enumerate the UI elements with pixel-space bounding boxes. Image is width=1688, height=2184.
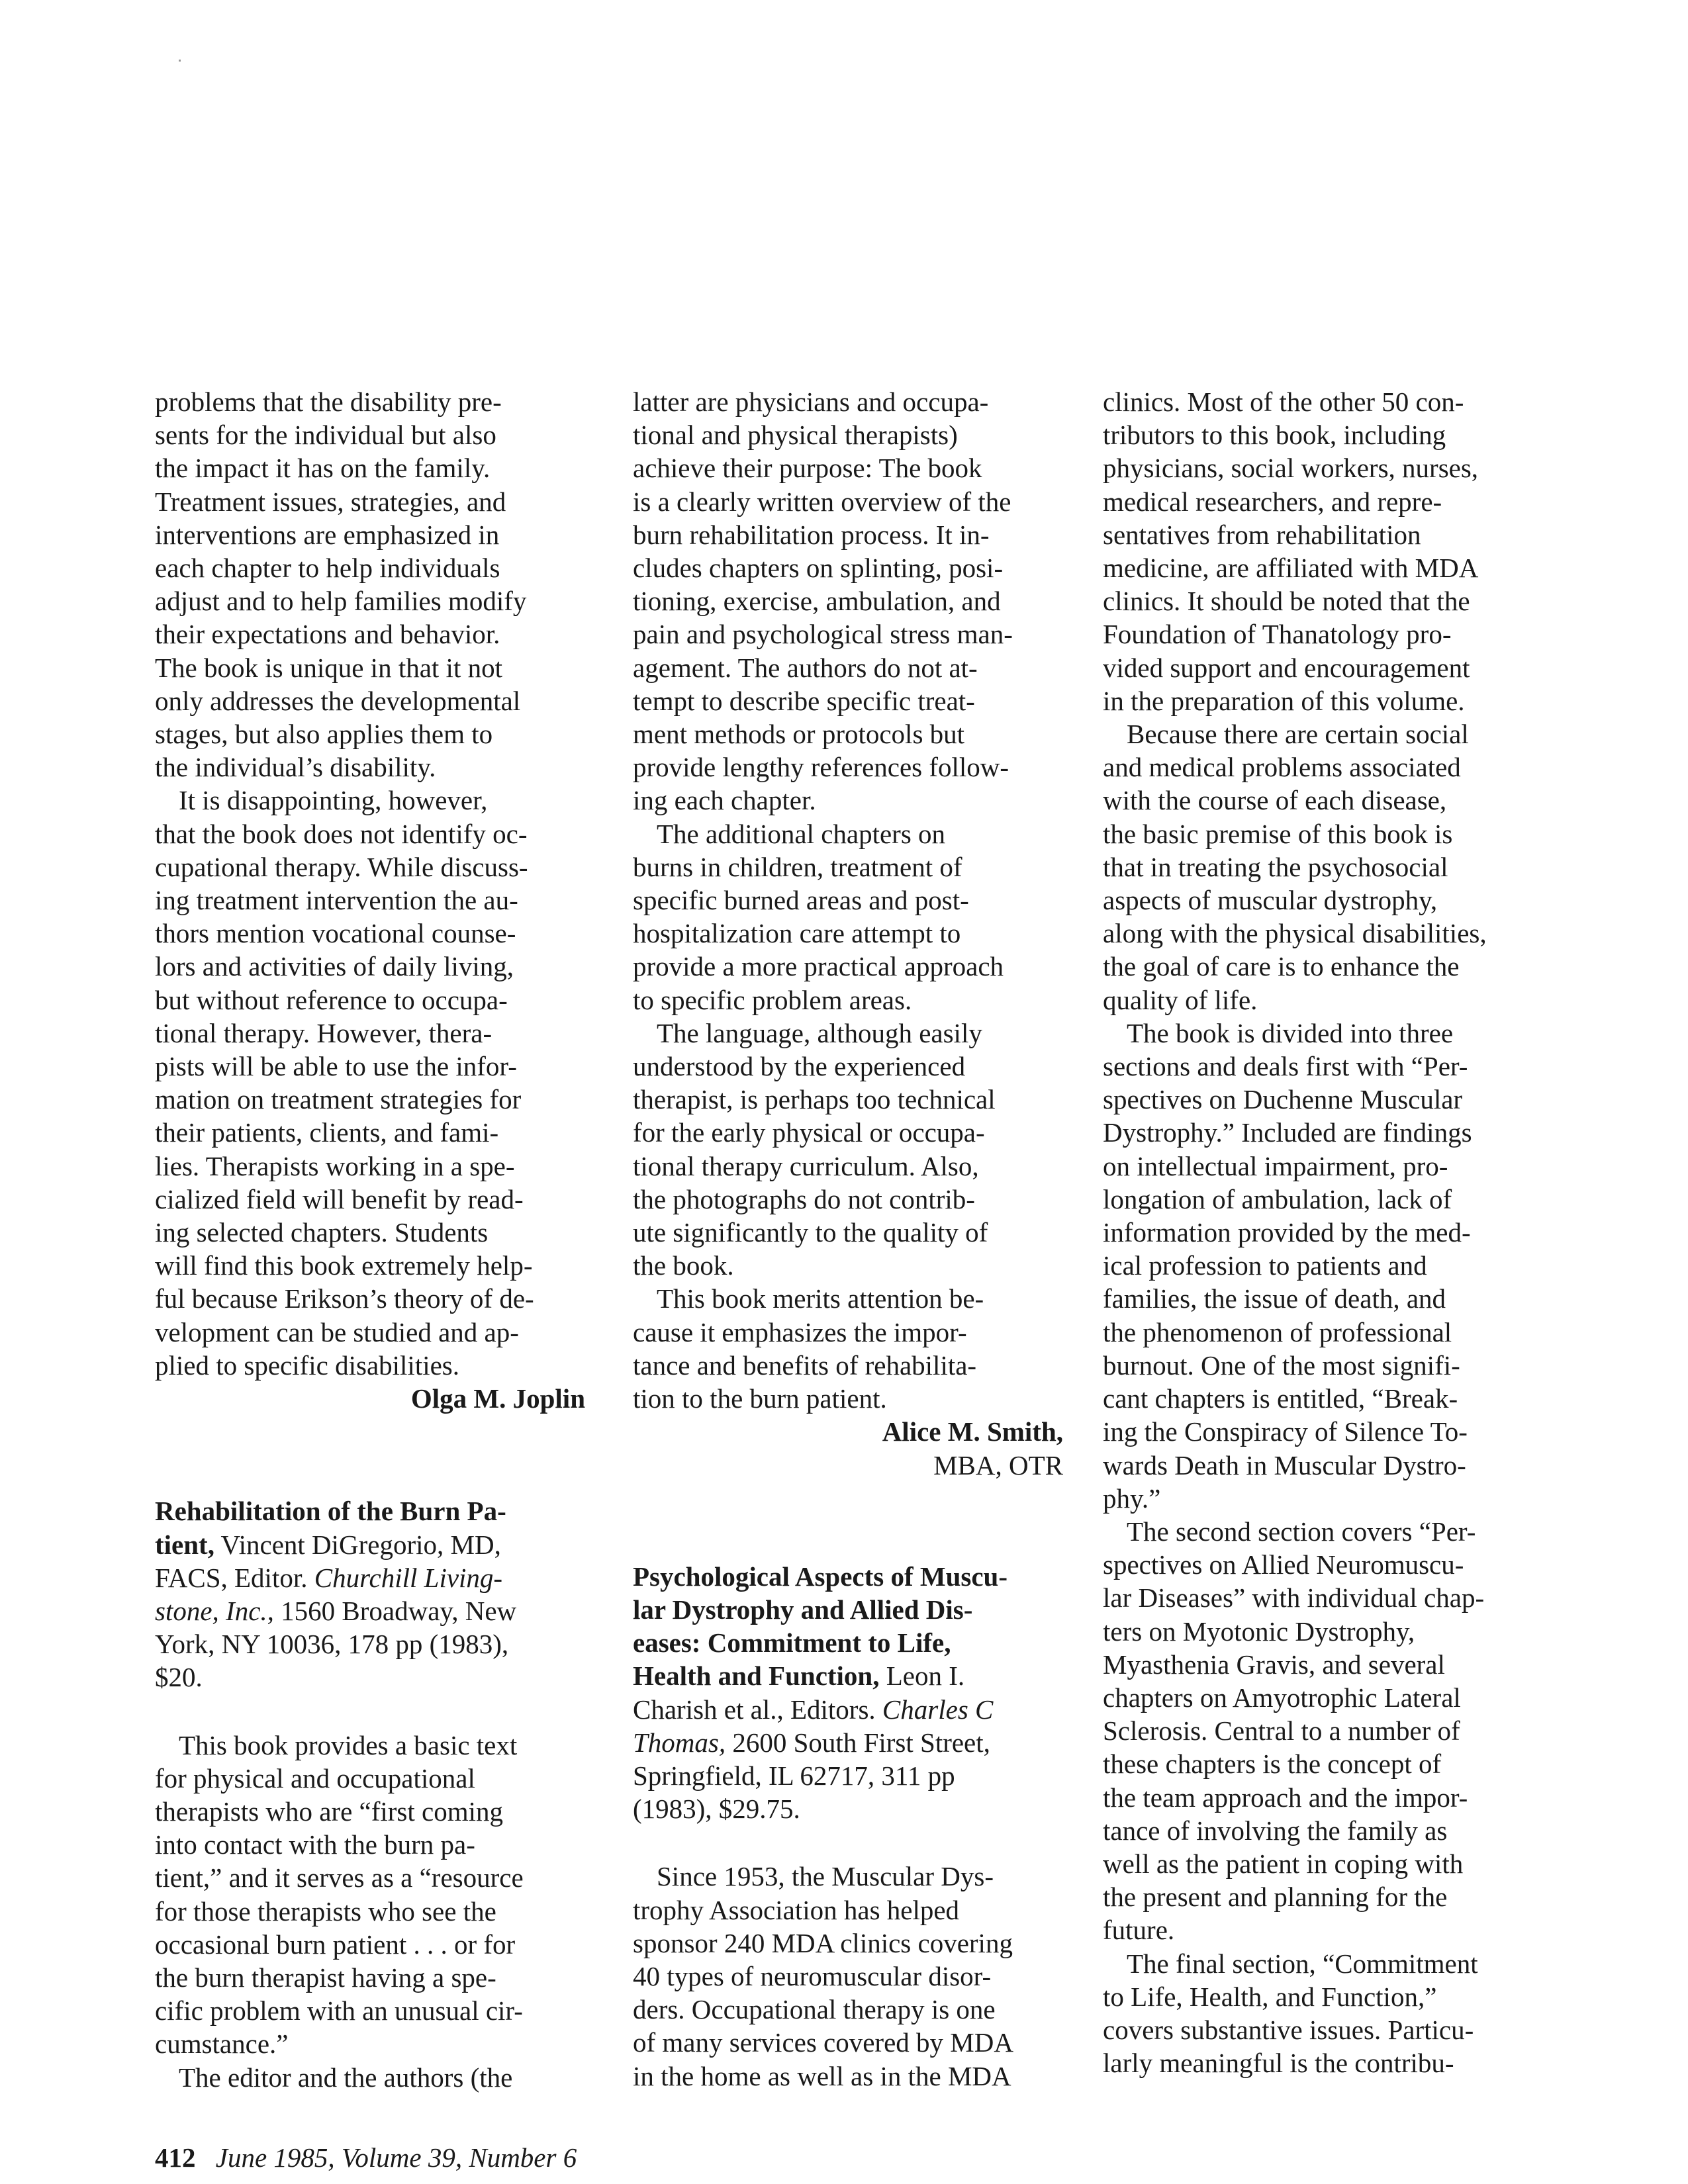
column-2	[633, 385, 1063, 2093]
text-line: ing selected chapters. Students	[155, 1217, 489, 1248]
book-title: Rehabilitation of the Burn Pa-	[155, 1496, 506, 1527]
text-line: The editor and the authors (the	[179, 2062, 513, 2093]
text-line: Springfield, IL 62717, 311 pp	[633, 1760, 955, 1791]
text-line: ful because Erikson’s theory of de-	[155, 1283, 534, 1314]
text-line: Foundation of Thanatology pro-	[1103, 619, 1452, 650]
section-spacer	[633, 1482, 1063, 1560]
text-line: tioning, exercise, ambulation, and	[633, 586, 1001, 617]
text-line: ing each chapter.	[633, 785, 816, 816]
text-line: ute significantly to the quality of	[633, 1217, 988, 1248]
text-line: 40 types of neuromuscular disor-	[633, 1960, 992, 1991]
text-line: lies. Therapists working in a spe-	[155, 1150, 515, 1181]
text-line: The book is divided into three	[1127, 1017, 1454, 1048]
text-line: It is disappointing, however,	[179, 785, 488, 816]
book-editor: Charish et al., Editors.	[633, 1694, 882, 1725]
section-spacer	[155, 1694, 585, 1729]
text-line: is a clearly written overview of the	[633, 486, 1011, 517]
text-line	[633, 1659, 1063, 1692]
review3-paragraph-5	[1103, 1947, 1533, 2080]
text-line: The final section, “Commitment	[1127, 1948, 1478, 1979]
text-line: tional therapy. However, thera-	[155, 1017, 492, 1048]
text-line: the phenomenon of professional	[1103, 1316, 1452, 1347]
text-line: longation of ambulation, lack of	[1103, 1183, 1452, 1214]
text-line: ders. Occupational therapy is one	[633, 1994, 996, 2025]
text-line: for those therapists who see the	[155, 1895, 496, 1927]
text-line: each chapter to help individuals	[155, 553, 500, 584]
review3-paragraph-1-continued	[1103, 385, 1533, 717]
text-line: The additional chapters on	[657, 818, 946, 849]
text-line: sections and deals first with “Per-	[1103, 1051, 1468, 1082]
text-line: interventions are emphasized in	[155, 519, 500, 550]
text-line: hospitalization care attempt to	[633, 918, 961, 949]
text-line: latter are physicians and occupa-	[633, 387, 989, 417]
text-line: in the home as well as in the MDA	[633, 2060, 1011, 2091]
text-line: larly meaningful is the contribu-	[1103, 2048, 1454, 2079]
text-line	[155, 1494, 585, 1527]
text-line: in the preparation of this volume.	[1103, 685, 1465, 716]
text-line: tional and physical therapists)	[633, 420, 958, 451]
text-line: on intellectual impairment, pro-	[1103, 1150, 1448, 1181]
text-line: understood by the experienced	[633, 1051, 966, 1082]
book-title: tient,	[155, 1529, 214, 1560]
page-footer	[155, 2142, 577, 2173]
text-line: (1983), $29.75.	[633, 1794, 800, 1825]
text-line: specific burned areas and post-	[633, 885, 969, 916]
text-line: therapists who are “first coming	[155, 1796, 504, 1827]
text-line: problems that the disability pre-	[155, 387, 502, 417]
text-line: spectives on Duchenne Muscular	[1103, 1084, 1463, 1115]
text-line: cialized field will benefit by read-	[155, 1183, 524, 1214]
text-line: future.	[1103, 1915, 1175, 1946]
text-line: The second section covers “Per-	[1127, 1516, 1476, 1547]
text-line: aspects of muscular dystrophy,	[1103, 885, 1438, 916]
book-title: Psychological Aspects of Muscu-	[633, 1561, 1008, 1592]
book-title: lar Dystrophy and Allied Dis-	[633, 1594, 973, 1625]
text-line: ical profession to patients and	[1103, 1250, 1427, 1281]
text-line: their patients, clients, and fami-	[155, 1117, 499, 1148]
text-line: the book.	[633, 1250, 734, 1281]
text-line: sponsor 240 MDA clinics covering	[633, 1927, 1013, 1958]
book-title: eases: Commitment to Life,	[633, 1627, 951, 1659]
text-line: burns in children, treatment of	[633, 851, 962, 882]
scan-speck	[179, 60, 181, 62]
text-line: vided support and encouragement	[1103, 652, 1470, 683]
text-line: pain and psychological stress man-	[633, 619, 1013, 650]
text-line: the burn therapist having a spe-	[155, 1962, 496, 1993]
text-line: clinics. It should be noted that the	[1103, 586, 1470, 617]
page-number: 412	[155, 2142, 196, 2173]
text-line: lar Diseases” with individual chap-	[1103, 1582, 1485, 1614]
text-line: tional therapy curriculum. Also,	[633, 1150, 979, 1181]
text-line: with the course of each disease,	[1103, 785, 1447, 816]
text-line: the photographs do not contrib-	[633, 1183, 975, 1214]
book-publisher: Churchill Living-	[314, 1562, 503, 1593]
text-line: the individual’s disability.	[155, 752, 436, 783]
text-line: phy.”	[1103, 1482, 1161, 1514]
text-line: achieve their purpose: The book	[633, 453, 982, 484]
text-line	[155, 1528, 585, 1561]
review1-author: Olga M. Joplin	[410, 1383, 585, 1414]
text-line: agement. The authors do not at-	[633, 652, 978, 683]
text-line: the present and planning for the	[1103, 1882, 1448, 1913]
text-line: the goal of care is to enhance the	[1103, 951, 1460, 982]
text-line: thors mention vocational counse-	[155, 918, 516, 949]
book-publisher: Charles C	[882, 1694, 994, 1725]
book-address: 2600 South First Street,	[726, 1727, 990, 1758]
text-line: quality of life.	[1103, 984, 1258, 1015]
text-line: into contact with the burn pa-	[155, 1829, 475, 1860]
text-line: Since 1953, the Muscular Dys-	[657, 1861, 994, 1892]
text-line: sentatives from rehabilitation	[1103, 519, 1421, 550]
text-line: spectives on Allied Neuromuscu-	[1103, 1549, 1464, 1580]
text-line: ment methods or protocols but	[633, 719, 965, 750]
text-line: cludes chapters on splinting, posi-	[633, 553, 1004, 584]
section-spacer	[633, 1825, 1063, 1860]
text-line: for the early physical or occupa-	[633, 1117, 985, 1148]
review2-author-credentials: MBA, OTR	[933, 1449, 1063, 1480]
text-line: plied to specific disabilities.	[155, 1349, 460, 1381]
review2-paragraph-5	[633, 1282, 1063, 1415]
text-line: Dystrophy.” Included are findings	[1103, 1117, 1472, 1148]
text-line: clinics. Most of the other 50 con-	[1103, 387, 1464, 417]
review2-paragraph-1	[155, 1729, 585, 2061]
text-line: cant chapters is entitled, “Break-	[1103, 1383, 1458, 1414]
review3-paragraph-1	[633, 1860, 1063, 2092]
text-line: chapters on Amyotrophic Lateral	[1103, 1682, 1461, 1713]
text-line: stages, but also applies them to	[155, 719, 493, 750]
text-line: Treatment issues, strategies, and	[155, 486, 506, 517]
text-line: velopment can be studied and ap-	[155, 1316, 519, 1347]
text-line: provide a more practical approach	[633, 951, 1004, 982]
text-line: therapist, is perhaps too technical	[633, 1084, 996, 1115]
text-line	[155, 1594, 585, 1627]
text-line	[633, 1593, 1063, 1626]
text-line	[155, 1561, 585, 1594]
text-line: families, the issue of death, and	[1103, 1283, 1446, 1314]
text-line: This book merits attention be-	[657, 1283, 984, 1314]
text-line: tributors to this book, including	[1103, 420, 1446, 451]
text-line: tance and benefits of rehabilita-	[633, 1349, 977, 1381]
journal-issue: June 1985, Volume 39, Number 6	[215, 2142, 577, 2173]
text-line: burnout. One of the most signifi-	[1103, 1349, 1460, 1381]
text-line: that in treating the psychosocial	[1103, 851, 1448, 882]
review2-paragraph-2-start	[155, 2061, 585, 2094]
review2-paragraph-2-continued	[633, 385, 1063, 817]
text-line: ing the Conspiracy of Silence To-	[1103, 1416, 1468, 1447]
text-line	[633, 1693, 1063, 1726]
review2-paragraph-3	[633, 817, 1063, 1017]
text-line	[633, 1560, 1063, 1593]
column-1	[155, 385, 585, 2094]
text-line: adjust and to help families modify	[155, 586, 527, 617]
text-line	[633, 1726, 1063, 1759]
book-address: 1560 Broadway, New	[273, 1595, 517, 1626]
text-line: that the book does not identify oc-	[155, 818, 528, 849]
text-line: tance of involving the family as	[1103, 1815, 1448, 1846]
text-line	[633, 1626, 1063, 1659]
book-title: Health and Function,	[633, 1661, 880, 1692]
text-line: cific problem with an unusual cir-	[155, 1995, 523, 2026]
text-line: occasional burn patient . . . or for	[155, 1929, 516, 1960]
text-line: Sclerosis. Central to a number of	[1103, 1715, 1460, 1747]
book-editor: Vincent DiGregorio, MD,	[214, 1529, 501, 1560]
text-line: for physical and occupational	[155, 1762, 475, 1794]
text-line: burn rehabilitation process. It in-	[633, 519, 990, 550]
text-line: these chapters is the concept of	[1103, 1749, 1442, 1780]
text-line: The book is unique in that it not	[155, 652, 502, 683]
text-line: ing treatment intervention the au-	[155, 885, 518, 916]
text-line: York, NY 10036, 178 pp (1983),	[155, 1629, 509, 1660]
review2-author: Alice M. Smith,	[882, 1416, 1063, 1447]
text-line: This book provides a basic text	[179, 1729, 518, 1760]
text-line: cause it emphasizes the impor-	[633, 1316, 967, 1347]
review2-heading	[155, 1494, 585, 1694]
text-line: but without reference to occupa-	[155, 984, 508, 1015]
text-line: ters on Myotonic Dystrophy,	[1103, 1615, 1415, 1647]
text-line: tient,” and it serves as a “resource	[155, 1862, 524, 1893]
text-line: to specific problem areas.	[633, 984, 912, 1015]
text-line: cupational therapy. While discuss-	[155, 851, 528, 882]
review2-paragraph-4	[633, 1017, 1063, 1283]
text-line: lors and activities of daily living,	[155, 951, 514, 982]
review1-closing-paragraph	[155, 385, 585, 784]
text-line: The language, although easily	[657, 1017, 982, 1048]
text-line: only addresses the developmental	[155, 685, 521, 716]
text-line: covers substantive issues. Particu-	[1103, 2014, 1474, 2045]
text-line: the team approach and the impor-	[1103, 1782, 1468, 1813]
text-line: tion to the burn patient.	[633, 1383, 887, 1414]
text-line: provide lengthy references follow-	[633, 752, 1009, 783]
text-line: sents for the individual but also	[155, 420, 496, 451]
text-line: Myasthenia Gravis, and several	[1103, 1649, 1445, 1680]
text-line: well as the patient in coping with	[1103, 1848, 1464, 1879]
text-line: and medical problems associated	[1103, 752, 1461, 783]
book-publisher: stone, Inc.,	[155, 1595, 274, 1626]
text-line: mation on treatment strategies for	[155, 1084, 522, 1115]
text-line: along with the physical disabilities,	[1103, 918, 1487, 949]
text-line: Because there are certain social	[1127, 719, 1469, 750]
section-spacer	[155, 1415, 585, 1494]
text-line: pists will be able to use the infor-	[155, 1051, 517, 1082]
review3-paragraph-3	[1103, 1017, 1533, 1515]
text-line: of many services covered by MDA	[633, 2027, 1013, 2058]
review1-paragraph-2	[155, 784, 585, 1382]
text-line: their expectations and behavior.	[155, 619, 500, 650]
text-line: tempt to describe specific treat-	[633, 685, 975, 716]
text-line: to Life, Health, and Function,”	[1103, 1981, 1437, 2012]
text-line: wards Death in Muscular Dystro-	[1103, 1449, 1466, 1480]
text-line: physicians, social workers, nurses,	[1103, 453, 1479, 484]
review3-heading	[633, 1560, 1063, 1826]
text-line: information provided by the med-	[1103, 1217, 1471, 1248]
text-line: will find this book extremely help-	[155, 1250, 533, 1281]
column-3	[1103, 385, 1533, 2079]
text-line: $20.	[155, 1662, 203, 1693]
text-line: the basic premise of this book is	[1103, 818, 1453, 849]
book-editor: FACS, Editor.	[155, 1562, 314, 1593]
review3-paragraph-4	[1103, 1515, 1533, 1947]
review3-paragraph-2	[1103, 717, 1533, 1017]
text-line: cumstance.”	[155, 2028, 289, 2060]
text-line: medical researchers, and repre-	[1103, 486, 1442, 517]
text-line: medicine, are affiliated with MDA	[1103, 553, 1479, 584]
text-line: the impact it has on the family.	[155, 453, 491, 484]
book-editor: Leon I.	[879, 1661, 965, 1692]
text-line: trophy Association has helped	[633, 1894, 960, 1925]
book-publisher: Thomas,	[633, 1727, 726, 1758]
